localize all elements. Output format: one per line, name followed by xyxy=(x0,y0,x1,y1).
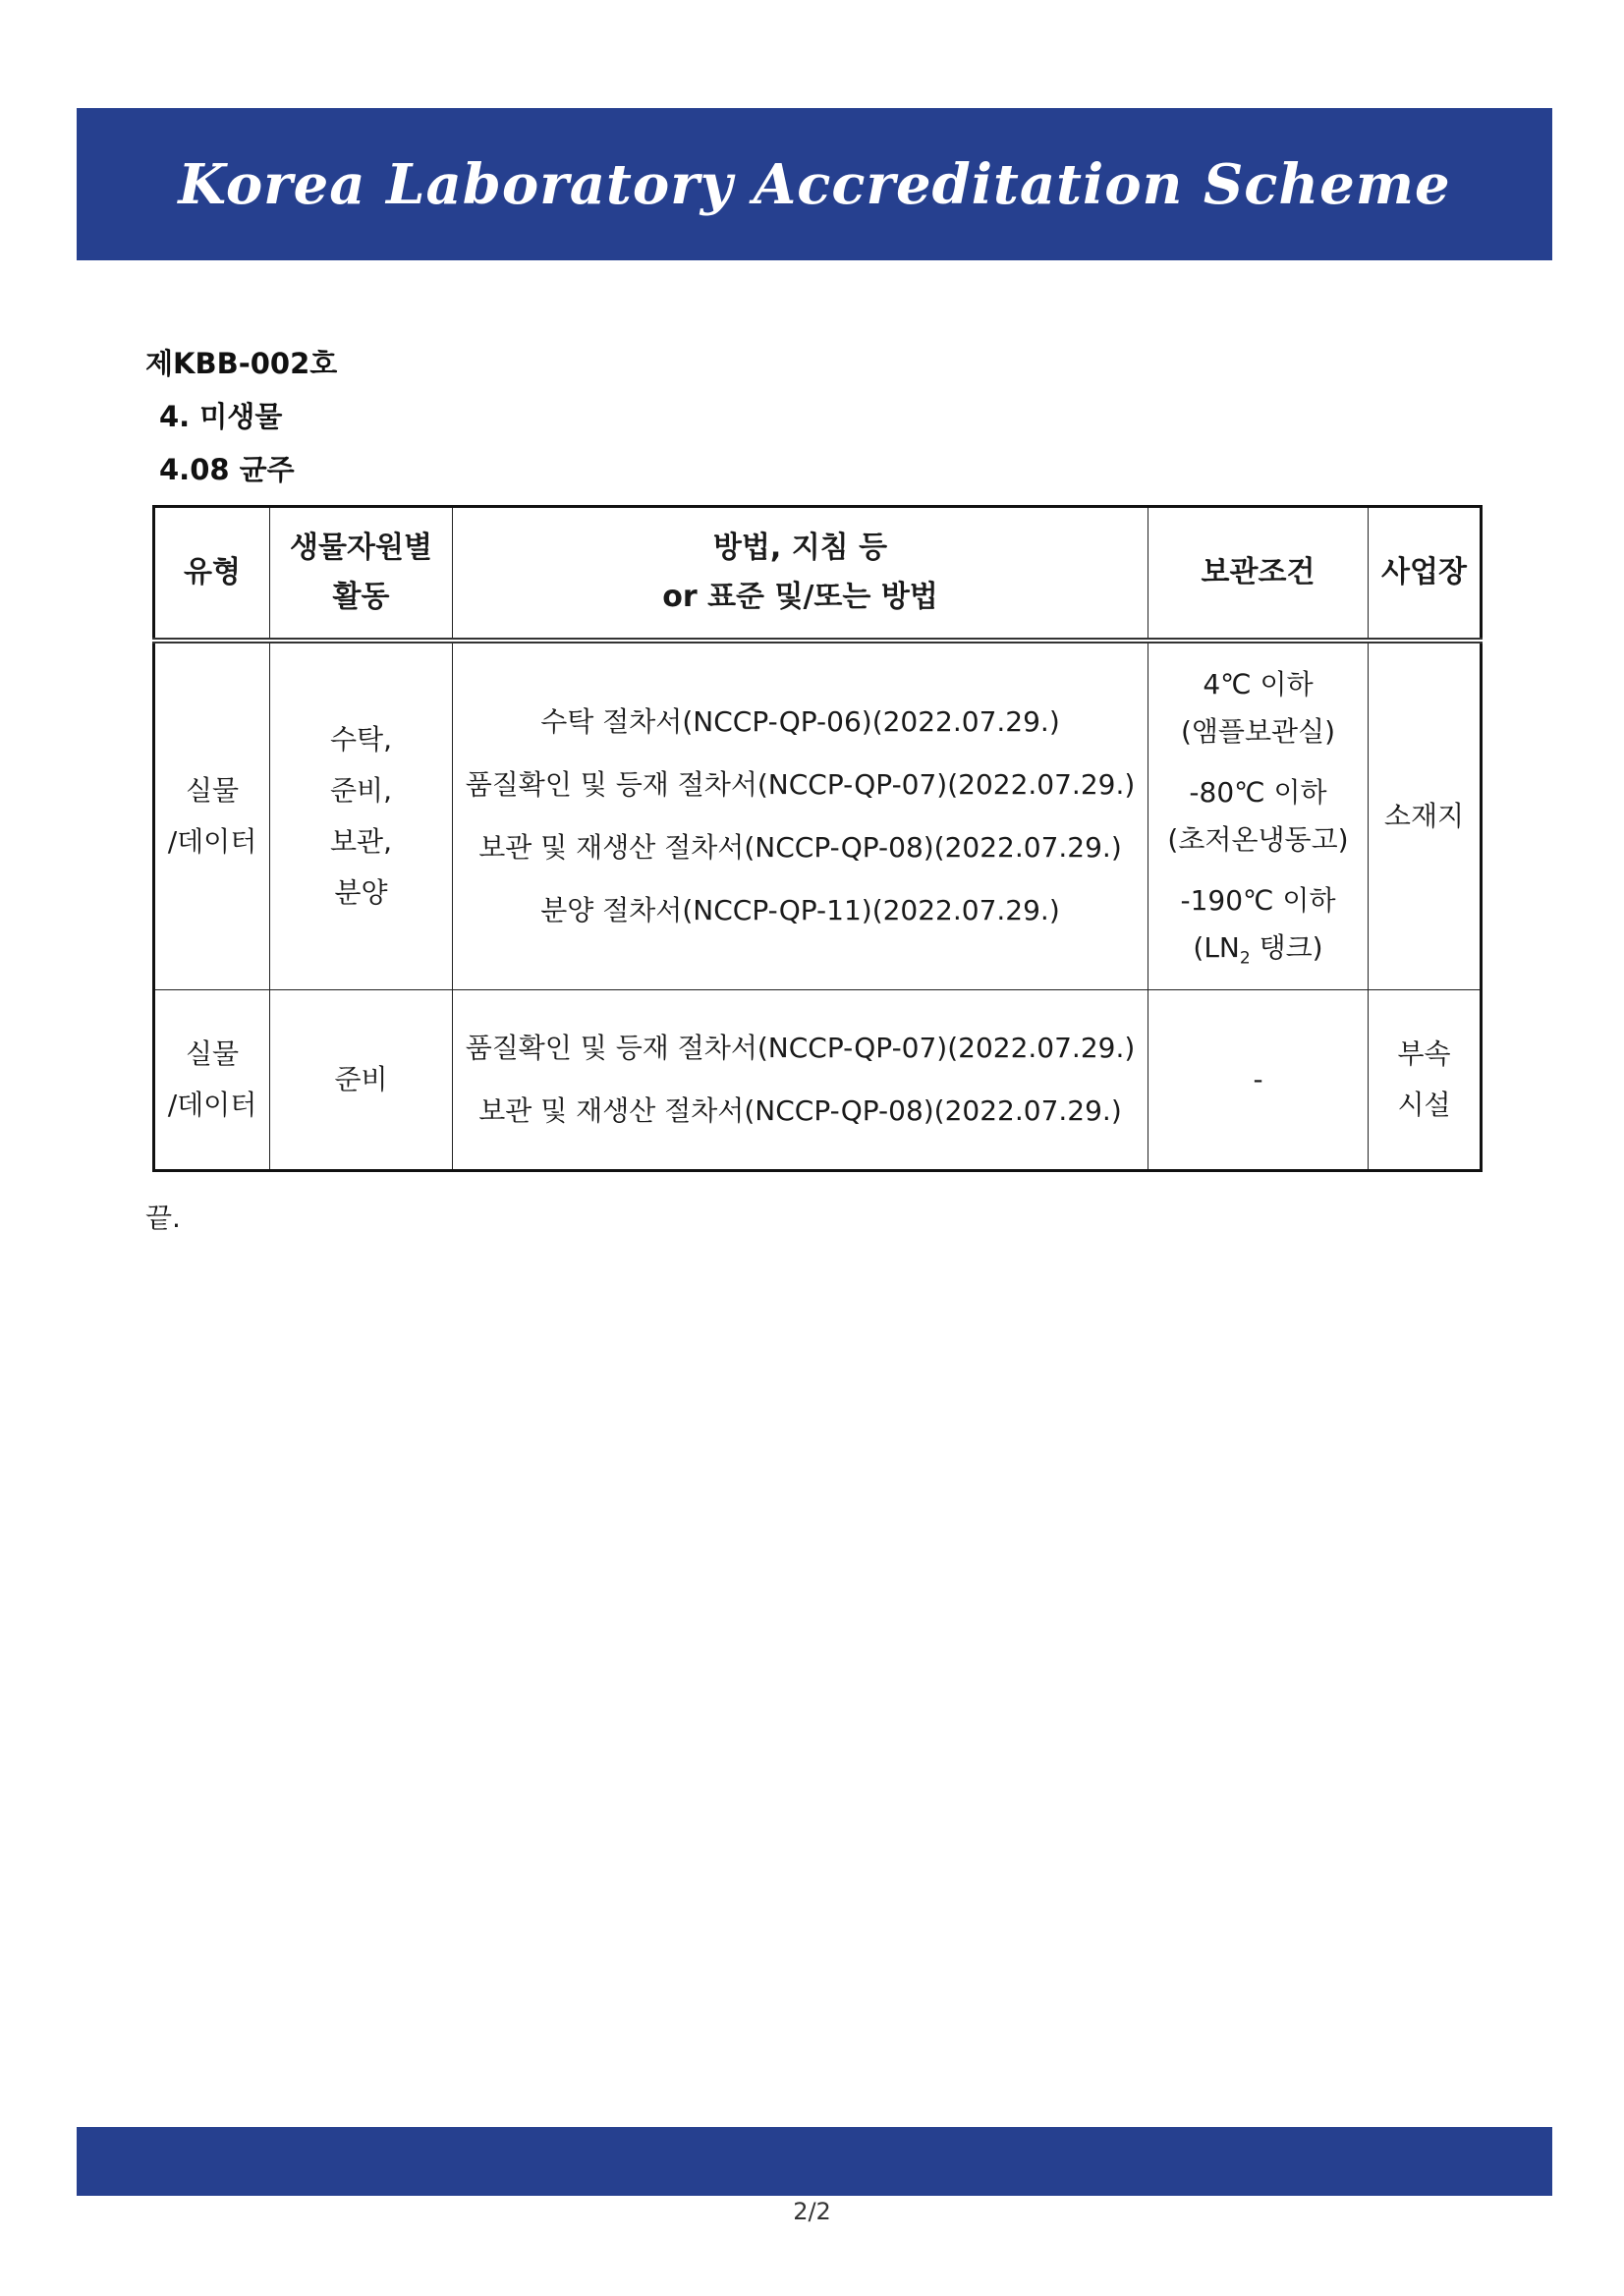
page-number: 2/2 xyxy=(793,2198,831,2225)
site-cell xyxy=(1369,989,1482,1170)
category-heading: 4. 미생물 xyxy=(159,400,283,433)
activity-item: 수탁, xyxy=(330,722,392,756)
end-mark: 끝. xyxy=(145,1202,181,1234)
activity-cell xyxy=(270,641,453,989)
header-site: 사업장 xyxy=(1369,507,1482,642)
storage-temp-3: -190℃ 이하 xyxy=(1180,883,1336,917)
subcategory-heading: 4.08 균주 xyxy=(159,453,295,486)
method-item: 보관 및 재생산 절차서(NCCP-QP-08)(2022.07.29.) xyxy=(478,830,1122,864)
header-storage: 보관조건 xyxy=(1148,507,1369,642)
activity-cell xyxy=(270,989,453,1170)
activity-item: 보관, xyxy=(330,824,392,858)
method-item: 품질확인 및 등재 절차서(NCCP-QP-07)(2022.07.29.) xyxy=(465,767,1136,801)
header-banner xyxy=(77,108,1552,260)
method-item: 분양 절차서(NCCP-QP-11)(2022.07.29.) xyxy=(540,893,1060,926)
storage-place-2: (초저온냉동고) xyxy=(1167,822,1349,856)
header-type: 유형 xyxy=(154,507,270,642)
storage-temp-2: -80℃ 이하 xyxy=(1189,775,1327,809)
site-line2: 시설 xyxy=(1397,1088,1451,1121)
type-line1: 실물 xyxy=(185,773,240,807)
accreditation-scope-table xyxy=(152,505,1483,1172)
methods-cell xyxy=(453,989,1148,1170)
header-activity xyxy=(270,507,453,642)
storage-cell xyxy=(1148,641,1369,989)
methods-cell xyxy=(453,641,1148,989)
header-activity-line2: 활동 xyxy=(332,580,390,614)
document-number: 제KBB-002호 xyxy=(145,347,338,380)
table-row xyxy=(154,989,1482,1170)
table-row xyxy=(154,641,1482,989)
activity-item: 준비, xyxy=(330,773,392,807)
header-method xyxy=(453,507,1148,642)
table-header-row xyxy=(154,507,1482,642)
header-method-line1: 방법, 지침 등 xyxy=(712,531,888,565)
method-item: 수탁 절차서(NCCP-QP-06)(2022.07.29.) xyxy=(540,704,1060,738)
header-activity-line1: 생물자원별 xyxy=(290,531,432,565)
method-item: 보관 및 재생산 절차서(NCCP-QP-08)(2022.07.29.) xyxy=(478,1093,1122,1127)
site-cell: 소재지 xyxy=(1369,641,1482,989)
type-line2: /데이터 xyxy=(167,824,257,858)
storage-place-3: ($LN_2$ 탱크) xyxy=(1193,930,1323,969)
storage-cell: - xyxy=(1148,989,1369,1170)
header-method-line2: or 표준 및/또는 방법 xyxy=(662,580,938,614)
storage-place-1: (앰플보관실) xyxy=(1180,714,1336,748)
activity-item: 준비 xyxy=(334,1062,388,1095)
method-item: 품질확인 및 등재 절차서(NCCP-QP-07)(2022.07.29.) xyxy=(465,1031,1136,1064)
footer-banner xyxy=(77,2127,1552,2196)
type-cell xyxy=(154,989,270,1170)
type-cell xyxy=(154,641,270,989)
storage-temp-1: 4℃ 이하 xyxy=(1203,667,1314,700)
site-line1: 부속 xyxy=(1397,1036,1451,1070)
type-line1: 실물 xyxy=(185,1036,240,1070)
activity-item: 분양 xyxy=(334,875,388,909)
banner-title: Korea Laboratory Accreditation Scheme xyxy=(178,151,1451,217)
type-line2: /데이터 xyxy=(167,1088,257,1121)
